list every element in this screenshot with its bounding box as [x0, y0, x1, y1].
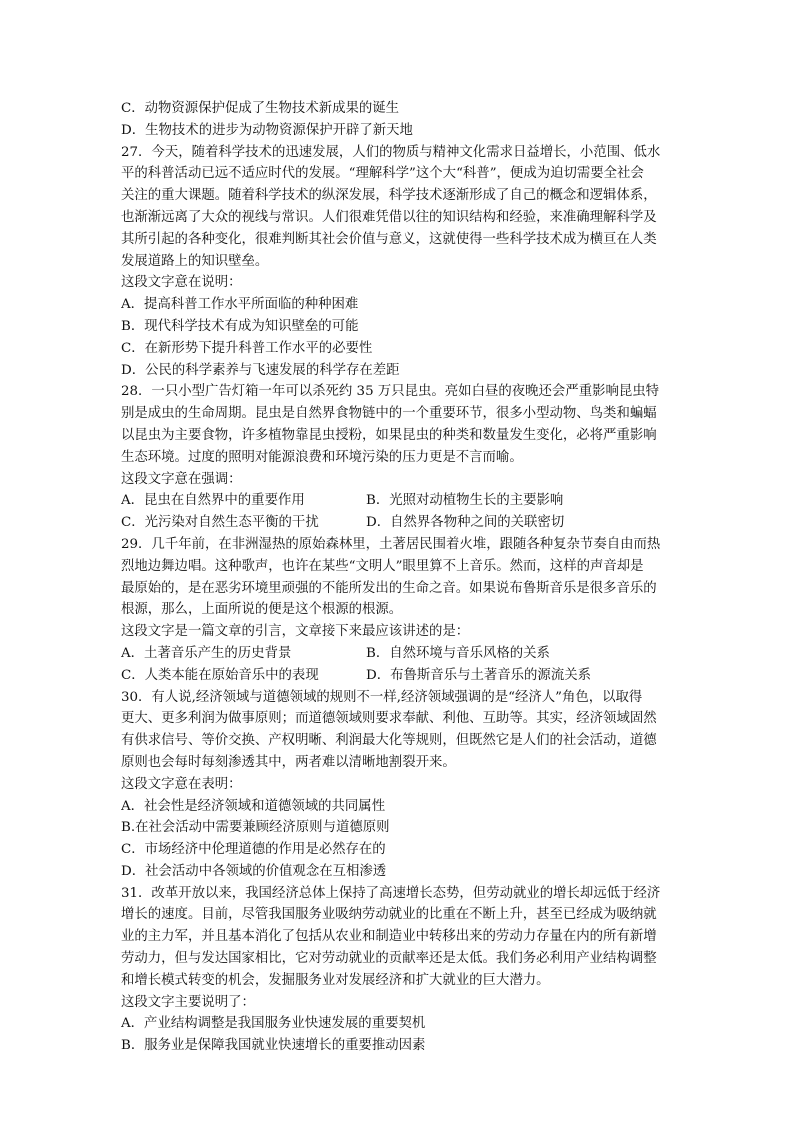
option-b-q31: B．服务业是保障我国就业快速增长的重要推动因素 [121, 1038, 426, 1054]
option-c-q27: C．在新形势下提升科普工作水平的必要性 [121, 340, 373, 356]
option-a-q27: A．提高科普工作水平所面临的种种困难 [121, 297, 359, 313]
question-31-text: 业的主力军，并且基本消化了包括从农业和制造业中转移出来的劳动力存量在内的所有新增 [121, 929, 657, 945]
option-c-q30: C．市场经济中伦理道德的作用是必然存在的 [121, 842, 386, 858]
question-30-text: 30．有人说,经济领域与道德领域的规则不一样,经济领域强调的是“经济人”角色，以取得 [121, 689, 643, 705]
question-27-text: 也渐渐远离了大众的视线与常识。人们很难凭借以往的知识结构和经验，来准确理解科学及 [121, 209, 657, 225]
question-30-prompt: 这段文字意在表明： [121, 776, 242, 792]
option-c-q26: C．动物资源保护促成了生物技术新成果的诞生 [121, 101, 400, 116]
option-d-q29: D．布鲁斯音乐与土著音乐的源流关系 [366, 667, 591, 683]
options-row-q28 [121, 490, 681, 512]
exam-page [121, 98, 681, 1057]
option-b-q30: B.在社会活动中需要兼顾经济原则与道德原则 [121, 820, 390, 836]
question-31-text: 劳动力，但与发达国家相比，它对劳动就业的贡献率还是太低。我们务必利用产业结构调整 [121, 951, 657, 967]
option-b-q27: B．现代科学技术有成为知识壁垒的可能 [121, 318, 359, 334]
option-a-q28: A．昆虫在自然界中的重要作用 [121, 493, 305, 509]
question-29-text: 最原始的，是在恶劣环境里顽强的不能所发出的生命之音。如果说布鲁斯音乐是很多音乐的 [121, 580, 657, 596]
question-27-text: 其所引起的各种变化，很难判断其社会价值与意义，这就使得一些科学技术成为横亘在人类 [121, 231, 657, 247]
options-row-q29 [121, 643, 681, 665]
option-c-q29: C．人类本能在原始音乐中的表现 [121, 667, 319, 683]
option-b-q29: B．自然环境与音乐风格的关系 [366, 645, 550, 661]
question-27-prompt: 这段文字意在说明： [121, 275, 242, 291]
question-27-text: 27．今天，随着科学技术的迅速发展，人们的物质与精神文化需求日益增长，小范围、低水 [121, 144, 661, 160]
option-a-q29: A．土著音乐产生的历史背景 [121, 645, 292, 661]
question-28-text: 以昆虫为主要食物，许多植物靠昆虫授粉，如果昆虫的种类和数量发生变化，必将严重影响 [121, 427, 657, 443]
question-29-prompt: 这段文字是一篇文章的引言，文章接下来最应该讲述的是： [121, 624, 470, 640]
option-d-q30: D．社会活动中各领域的价值观念在互相渗透 [121, 863, 387, 879]
question-27-text: 发展道路上的知识壁垒。 [121, 253, 269, 269]
question-30-text: 更大、更多利润为做事原则；而道德领域则要求奉献、利他、互助等。其实，经济领域固然 [121, 711, 657, 727]
question-31-text: 和增长模式转变的机会，发掘服务业对发展经济和扩大就业的巨大潜力。 [121, 972, 550, 988]
option-d-q26: D．生物技术的进步为动物资源保护开辟了新天地 [121, 122, 413, 138]
option-a-q30: A．社会性是经济领域和道德领域的共同属性 [121, 798, 386, 814]
question-30-text: 有供求信号、等价交换、产权明晰、利润最大化等规则，但既然它是人们的社会活动，道德 [121, 733, 657, 749]
question-29-text: 烈地边舞边唱。这种歌声，也许在某些“文明人”眼里算不上音乐。然而，这样的声音却是 [121, 558, 644, 574]
options-row-q29 [121, 665, 681, 687]
question-31-prompt: 这段文字主要说明了： [121, 994, 255, 1010]
question-28-text: 生态环境。过度的照明对能源浪费和环境污染的压力更是不言而喻。 [121, 449, 523, 465]
option-d-q27: D．公民的科学素养与飞速发展的科学存在差距 [121, 362, 400, 378]
option-a-q31: A．产业结构调整是我国服务业快速发展的重要契机 [121, 1016, 426, 1032]
options-row-q28 [121, 512, 681, 534]
question-31-text: 增长的速度。目前，尽管我国服务业吸纳劳动就业的比重在不断上升，甚至已经成为吸纳就 [121, 907, 657, 923]
question-28-text: 别是成虫的生命周期。昆虫是自然界食物链中的一个重要环节，很多小型动物、鸟类和蝙蝠 [121, 406, 657, 422]
option-c-q28: C．光污染对自然生态平衡的干扰 [121, 515, 319, 531]
question-27-text: 关注的重大课题。随着科学技术的纵深发展，科学技术逐渐形成了自己的概念和逻辑体系， [121, 188, 657, 204]
question-30-text: 原则也会每时每刻渗透其中，两者难以清晰地割裂开来。 [121, 754, 456, 770]
question-29-text: 29．几千年前，在非洲湿热的原始森林里，土著居民围着火堆，跟随各种复杂节奏自由而热 [121, 536, 661, 552]
question-28-text: 28．一只小型广告灯箱一年可以杀死约 35 万只昆虫。亮如白昼的夜晚还会严重影响昆虫特 [121, 384, 660, 400]
question-29-text: 根源，那么，上面所说的便是这个根源的根源。 [121, 602, 403, 618]
option-b-q28: B．光照对动植物生长的主要影响 [366, 493, 564, 509]
question-28-prompt: 这段文字意在强调： [121, 471, 242, 487]
question-27-text: 平的科普活动已远不适应时代的发展。“理解科学”这个大“科普”，便成为迫切需要全社会 [121, 166, 644, 182]
option-d-q28: D．自然界各物种之间的关联密切 [366, 515, 565, 531]
question-31-text: 31．改革开放以来，我国经济总体上保持了高速增长态势，但劳动就业的增长却远低于经济 [121, 885, 661, 901]
